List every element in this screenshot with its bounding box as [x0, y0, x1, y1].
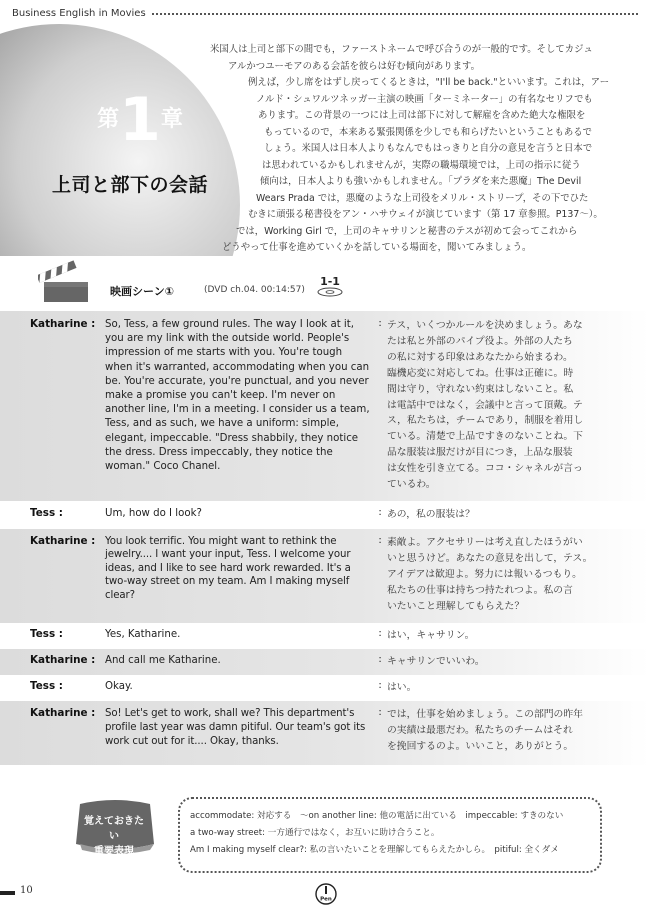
intro-line: 傾向は，日本人よりも強いかもしれません。「プラダを来た悪魔」The Devil — [260, 176, 582, 187]
vocab-item: a two-way street: 一方通行ではなく，お互いに助け合うこと。 — [190, 828, 440, 838]
japanese-text: の私に対する印象はあなたから始まるわ。 — [387, 351, 573, 363]
japanese-text: 素敵よ。アクセサリーは考え直したほうがい — [387, 537, 583, 548]
japanese-translation — [387, 654, 615, 675]
japanese-text: を挽回するのよ。いいこと，ありがとう。 — [387, 740, 574, 752]
colon-separator: : — [378, 507, 382, 518]
japanese-text: あの，私の服装は？ — [387, 509, 475, 520]
dialogue-row — [0, 501, 650, 529]
dialogue-row — [0, 701, 650, 765]
pen-logo-icon — [315, 883, 337, 905]
header-divider — [152, 13, 638, 15]
pen-logo-text: Pen — [320, 896, 332, 903]
english-text: So! Let's get to work, shall we? This department's — [105, 708, 355, 719]
japanese-text: ているわ。 — [387, 479, 436, 491]
english-text: two-way street on my team. Am I making myself — [105, 576, 350, 588]
japanese-text: は女性を引き立てる。ココ・シャネルが言っ — [387, 463, 583, 475]
cd-track-icon — [316, 272, 344, 298]
colon-separator: : — [378, 535, 382, 546]
dialogue-row — [0, 311, 650, 501]
english-line — [105, 507, 373, 529]
english-text: jewelry.... I want your input, Tess. I welcome your — [105, 549, 351, 561]
english-text: when it's warranted, accommodating when you can — [105, 361, 370, 373]
intro-line: は思われているかもしれませんが，実際の職場環境では，上司の指示に従う — [262, 159, 581, 171]
clapperboard-icon — [38, 258, 96, 304]
english-line — [105, 628, 373, 649]
colon-separator: : — [378, 628, 382, 639]
intro-line: むきに頑張る秘書役をアン・ハサウェイが演じています（第 17 章参照。P137〜）。 — [248, 209, 603, 220]
page-number: 10 — [20, 885, 33, 896]
japanese-text: 品な服装は服だけが目につき，上品な服装 — [387, 447, 573, 459]
english-text: woman." Coco Chanel. — [105, 461, 221, 473]
book-title: Business English in Movies — [12, 8, 146, 19]
japanese-text: はい。 — [387, 682, 417, 693]
english-line — [105, 680, 373, 701]
intro-line: しょう。米国人は日本人よりもなんでもはっきりと自分の意見を言うと日本で — [264, 143, 593, 154]
vocab-item: Am I making myself clear?: 私の言いたいことを理解してもらえたかしら。 pitiful: 全くダメ — [190, 845, 559, 855]
chapter-prefix: 第 — [97, 107, 120, 132]
speaker-name: Tess : — [30, 628, 63, 640]
speaker-name: Katharine : — [30, 654, 96, 666]
intro-line: Wears Prada では，悪魔のような上司役をメリル・ストリープ，その下でひた — [256, 192, 589, 204]
dialogue-row — [0, 675, 650, 701]
intro-text — [200, 42, 640, 257]
cd-track-number: 1-1 — [320, 275, 340, 288]
english-line — [105, 535, 373, 623]
japanese-text: たは私と外部のパイプ役よ。外部の人たち — [387, 335, 573, 347]
intro-line: ノルド・シュワルツネッガー主演の映画「ターミネーター」の有名なセリフでも — [256, 93, 593, 105]
japanese-text: テス，いくつかルールを決めましょう。あな — [387, 320, 583, 331]
japanese-text: ている。清楚で上品ですきのないことね。下 — [387, 431, 583, 443]
japanese-text: はい，キャサリン。 — [387, 630, 475, 641]
japanese-text: は電話中ではなく，会議中と言って頂戴。テ — [387, 399, 583, 411]
english-text: So, Tess, a few ground rules. The way I look at it, — [105, 319, 354, 330]
intro-line: では，Working Girl で，上司のキャサリンと秘書のテスが初めて会ってこれから — [236, 225, 578, 237]
vocab-list — [190, 808, 563, 859]
english-text: another line, I'm in a meeting. I consider us a team, — [105, 404, 370, 416]
japanese-text: では，仕事を始めましょう。この部門の昨年 — [387, 709, 583, 720]
japanese-translation — [387, 507, 615, 529]
speaker-name: Tess : — [30, 680, 63, 692]
vocab-badge — [84, 814, 144, 859]
english-text: You look terrific. You might want to rethink the — [105, 536, 337, 547]
speaker-name: Tess : — [30, 507, 63, 519]
english-text: Okay. — [105, 681, 133, 692]
vocab-badge-line: 重要表現 — [94, 846, 134, 857]
page-number-bar — [0, 891, 15, 895]
intro-line: あります。この背景の一つには上司は部下に対して解雇を含めた絶大な権限を — [258, 110, 586, 121]
dialogue-table — [0, 311, 650, 765]
english-text: make a promise you can't keep. I'm never on — [105, 390, 336, 402]
intro-line: どうやって仕事を進めていくかを話している場面を，聞いてみましょう。 — [222, 242, 532, 253]
colon-separator: : — [378, 318, 382, 329]
english-line — [105, 654, 373, 675]
dialogue-row — [0, 623, 650, 649]
japanese-text: の実績は最悪だわ。私たちのチームはそれ — [387, 724, 573, 736]
english-text: profile last year was damn pitiful. Our team's got its — [105, 722, 366, 734]
english-text: Tess, and as such, we have a uniform: simple, — [105, 418, 339, 430]
english-text: Yes, Katharine. — [105, 629, 181, 640]
english-text: Um, how do I look? — [105, 508, 202, 519]
japanese-text: アイデアは歓迎よ。努力には報いるつもり。 — [387, 568, 582, 580]
english-text: ideas, and I like to see hard work rewarded. It's a — [105, 562, 351, 574]
colon-separator: : — [378, 680, 382, 691]
japanese-translation — [387, 707, 615, 765]
chapter-number: 1 — [119, 85, 161, 155]
japanese-text: いと思うけど。あなたの意見を出して，テス。 — [387, 552, 593, 564]
english-text: elegant, impeccable. "Dress shabbily, they notice — [105, 432, 359, 444]
chapter-title: 上司と部下の会話 — [52, 174, 209, 196]
scene-label: 映画シーン① — [110, 285, 175, 298]
japanese-text: キャサリンでいいわ。 — [387, 656, 485, 667]
colon-separator: : — [378, 654, 382, 665]
dialogue-row — [0, 649, 650, 675]
japanese-translation — [387, 535, 615, 623]
japanese-translation — [387, 628, 615, 649]
japanese-text: 間は守り，守れない約束はしないこと。私 — [387, 383, 574, 395]
intro-line: 例えば，少し席をはずし戻ってくるときは，"I'll be back."といいます。これは，アー — [248, 77, 610, 88]
scene-dvd-time: (DVD ch.04. 00:14:57) — [204, 285, 305, 295]
chapter-suffix: 章 — [160, 107, 183, 132]
english-line — [105, 318, 373, 501]
japanese-text: 私たちの仕事は持ちつ持たれつよ。私の言 — [387, 584, 573, 596]
english-text: impression of me starts with you. You're tough — [105, 347, 343, 359]
english-text: be. You're accurate, you're punctual, and you never — [105, 375, 369, 387]
intro-line: アルかつユーモアのある会話を彼らは好む傾向があります。 — [228, 60, 481, 72]
vocab-item: accommodate: 対応する ～on another line: 他の電話に出ている impeccable: すきのない — [190, 811, 564, 821]
intro-line: 米国人は上司と部下の間でも，ファーストネームで呼び合うのが一般的です。そしてカジュ — [210, 44, 593, 55]
english-text: clear? — [105, 589, 135, 601]
japanese-text: 臨機応変に対応してね。仕事は正確に。時 — [387, 367, 574, 379]
japanese-text: ス，私たちは，チームであり，制服を着用し — [387, 415, 584, 427]
english-text: you are my link with the outside world. People's — [105, 333, 350, 345]
speaker-name: Katharine : — [30, 707, 96, 719]
english-line — [105, 707, 373, 765]
japanese-translation — [387, 680, 615, 701]
japanese-text: いたいこと理解してもらえた？ — [387, 600, 525, 612]
vocab-badge-line: 覚えておきたい — [84, 816, 144, 842]
chapter-label — [90, 85, 190, 155]
dialogue-row — [0, 529, 650, 623]
english-text: the dress. Dress impeccably, they notice the — [105, 446, 333, 458]
colon-separator: : — [378, 707, 382, 718]
japanese-translation — [387, 318, 615, 501]
intro-line: もっているので，本来ある緊張関係を少しでも和らげたいということもあるで — [264, 126, 592, 138]
speaker-name: Katharine : — [30, 318, 96, 330]
english-text: And call me Katharine. — [105, 655, 221, 666]
speaker-name: Katharine : — [30, 535, 96, 547]
english-text: work cut out for it.... Okay, thanks. — [105, 736, 279, 748]
